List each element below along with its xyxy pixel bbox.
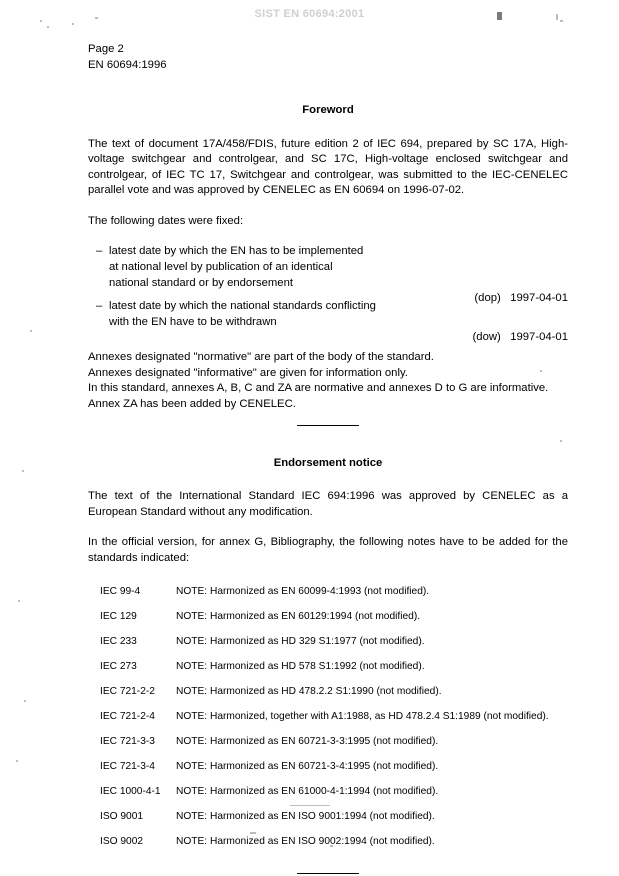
note-text: NOTE: Harmonized as EN 60721-3-3:1995 (not modified). <box>176 736 439 748</box>
dow-code-date <box>441 315 568 362</box>
note-text: NOTE: Harmonized, together with A1:1988, as HD 478.2.4 S1:1989 (not modified). <box>176 711 549 723</box>
note-text: NOTE: Harmonized as HD 578 S1:1992 (not modified). <box>176 661 425 673</box>
note-row <box>88 834 568 859</box>
foreword-paragraph-2: The following dates were fixed: <box>88 214 244 227</box>
scan-speck <box>497 12 502 20</box>
endorsement-paragraph-1: The text of the International Standard IEC 694:1996 was approved by CENELEC as a European Standard without any modification. <box>88 490 568 518</box>
note-standard: IEC 721-2-4 <box>100 711 155 723</box>
scan-speck <box>95 17 98 19</box>
note-text: NOTE: Harmonized as EN 60129:1994 (not modified). <box>176 611 421 623</box>
note-row <box>88 684 568 709</box>
note-standard: ISO 9001 <box>100 811 144 823</box>
dow-line-2: with the EN have to be withdrawn <box>109 315 277 328</box>
note-text: NOTE: Harmonized as EN 61000-4-1:1994 (not modified). <box>176 786 439 798</box>
scan-speck <box>560 20 563 22</box>
harmonization-notes-list <box>88 584 568 859</box>
dop-line-1: latest date by which the EN has to be implemented <box>109 245 364 258</box>
endorsement-paragraph-2: In the official version, for annex G, Bibliography, the following notes have to be added for the standards indicated: <box>88 536 568 564</box>
note-standard: IEC 721-3-3 <box>100 736 155 748</box>
note-row <box>88 584 568 609</box>
note-standard: IEC 1000-4-1 <box>100 786 161 798</box>
note-standard: IEC 99-4 <box>100 586 141 598</box>
annex-za-line: Annex ZA has been added by CENELEC. <box>88 398 296 411</box>
dop-line-2: at national level by publication of an identical <box>109 261 333 274</box>
note-standard: IEC 129 <box>100 611 137 623</box>
note-row <box>88 609 568 634</box>
spacer <box>88 520 568 535</box>
bottom-divider <box>297 873 359 874</box>
note-text: NOTE: Harmonized as EN ISO 9001:1994 (not modified). <box>176 811 435 823</box>
note-row <box>88 659 568 684</box>
note-standard: IEC 721-2-2 <box>100 686 155 698</box>
note-text: NOTE: Harmonized as HD 329 S1:1977 (not modified). <box>176 636 425 648</box>
document-content <box>88 42 568 874</box>
scan-speck <box>556 14 558 20</box>
note-standard: IEC 721-3-4 <box>100 761 155 773</box>
dash-bullet-icon: – <box>96 245 103 258</box>
spacer <box>88 229 568 244</box>
date-item-dop <box>96 244 568 305</box>
scan-speck <box>24 700 26 702</box>
scan-speck <box>47 26 49 28</box>
dash-bullet-icon: – <box>96 300 103 313</box>
note-row <box>88 734 568 759</box>
annex-line-1: Annexes designated "normative" are part of the body of the standard. <box>88 351 434 364</box>
note-standard: IEC 273 <box>100 661 137 673</box>
note-row <box>88 759 568 784</box>
foreword-title: Foreword <box>302 104 354 116</box>
note-text: NOTE: Harmonized as EN ISO 9002:1994 (not modified). <box>176 836 435 848</box>
scan-speck <box>30 330 32 332</box>
scan-speck <box>22 470 24 472</box>
date-item-dow <box>96 299 568 344</box>
scan-speck <box>18 600 20 602</box>
annex-paragraph: In this standard, annexes A, B, C and ZA are normative and annexes D to G are informative. <box>88 382 549 395</box>
annex-line-2: Annexes designated "informative" are given for information only. <box>88 366 408 379</box>
scan-speck <box>72 23 74 25</box>
section-divider <box>297 425 359 426</box>
note-row <box>88 634 568 659</box>
dop-line-3: national standard or by endorsement <box>109 276 294 289</box>
page-label: Page 2 <box>88 43 124 55</box>
note-standard: ISO 9002 <box>100 836 144 848</box>
spacer <box>88 199 568 214</box>
dop-code: (dop) <box>474 292 501 305</box>
note-text: NOTE: Harmonized as EN 60721-3-4:1995 (not modified). <box>176 761 439 773</box>
watermark-text: SIST EN 60694:2001 <box>254 8 365 20</box>
scan-speck <box>40 20 42 22</box>
note-row <box>88 784 568 809</box>
dop-date: 1997-04-01 <box>510 292 568 305</box>
foreword-paragraph-1: The text of document 17A/458/FDIS, future edition 2 of IEC 694, prepared by SC 17A, High-voltage switchgear and controlgear, and SC 17C, High-voltage enclosed switchgear and controlgear, of IEC TC 17, Switchgear and controlgear, was submitted to the IEC-CENELEC parallel vote and was approved by CENELEC as EN 60694 on 1996-07-02. <box>88 137 568 197</box>
note-standard: IEC 233 <box>100 636 137 648</box>
endorsement-title: Endorsement notice <box>273 456 383 469</box>
scan-speck <box>16 760 18 762</box>
dow-date: 1997-04-01 <box>510 331 568 344</box>
dow-code: (dow) <box>472 331 501 344</box>
note-text: NOTE: Harmonized as HD 478.2.2 S1:1990 (not modified). <box>176 686 442 698</box>
note-row <box>88 809 568 834</box>
note-row <box>88 709 568 734</box>
standard-reference: EN 60694:1996 <box>88 58 167 71</box>
note-text: NOTE: Harmonized as EN 60099-4:1993 (not modified). <box>176 586 430 598</box>
dow-line-1: latest date by which the national standards conflicting <box>109 300 376 313</box>
